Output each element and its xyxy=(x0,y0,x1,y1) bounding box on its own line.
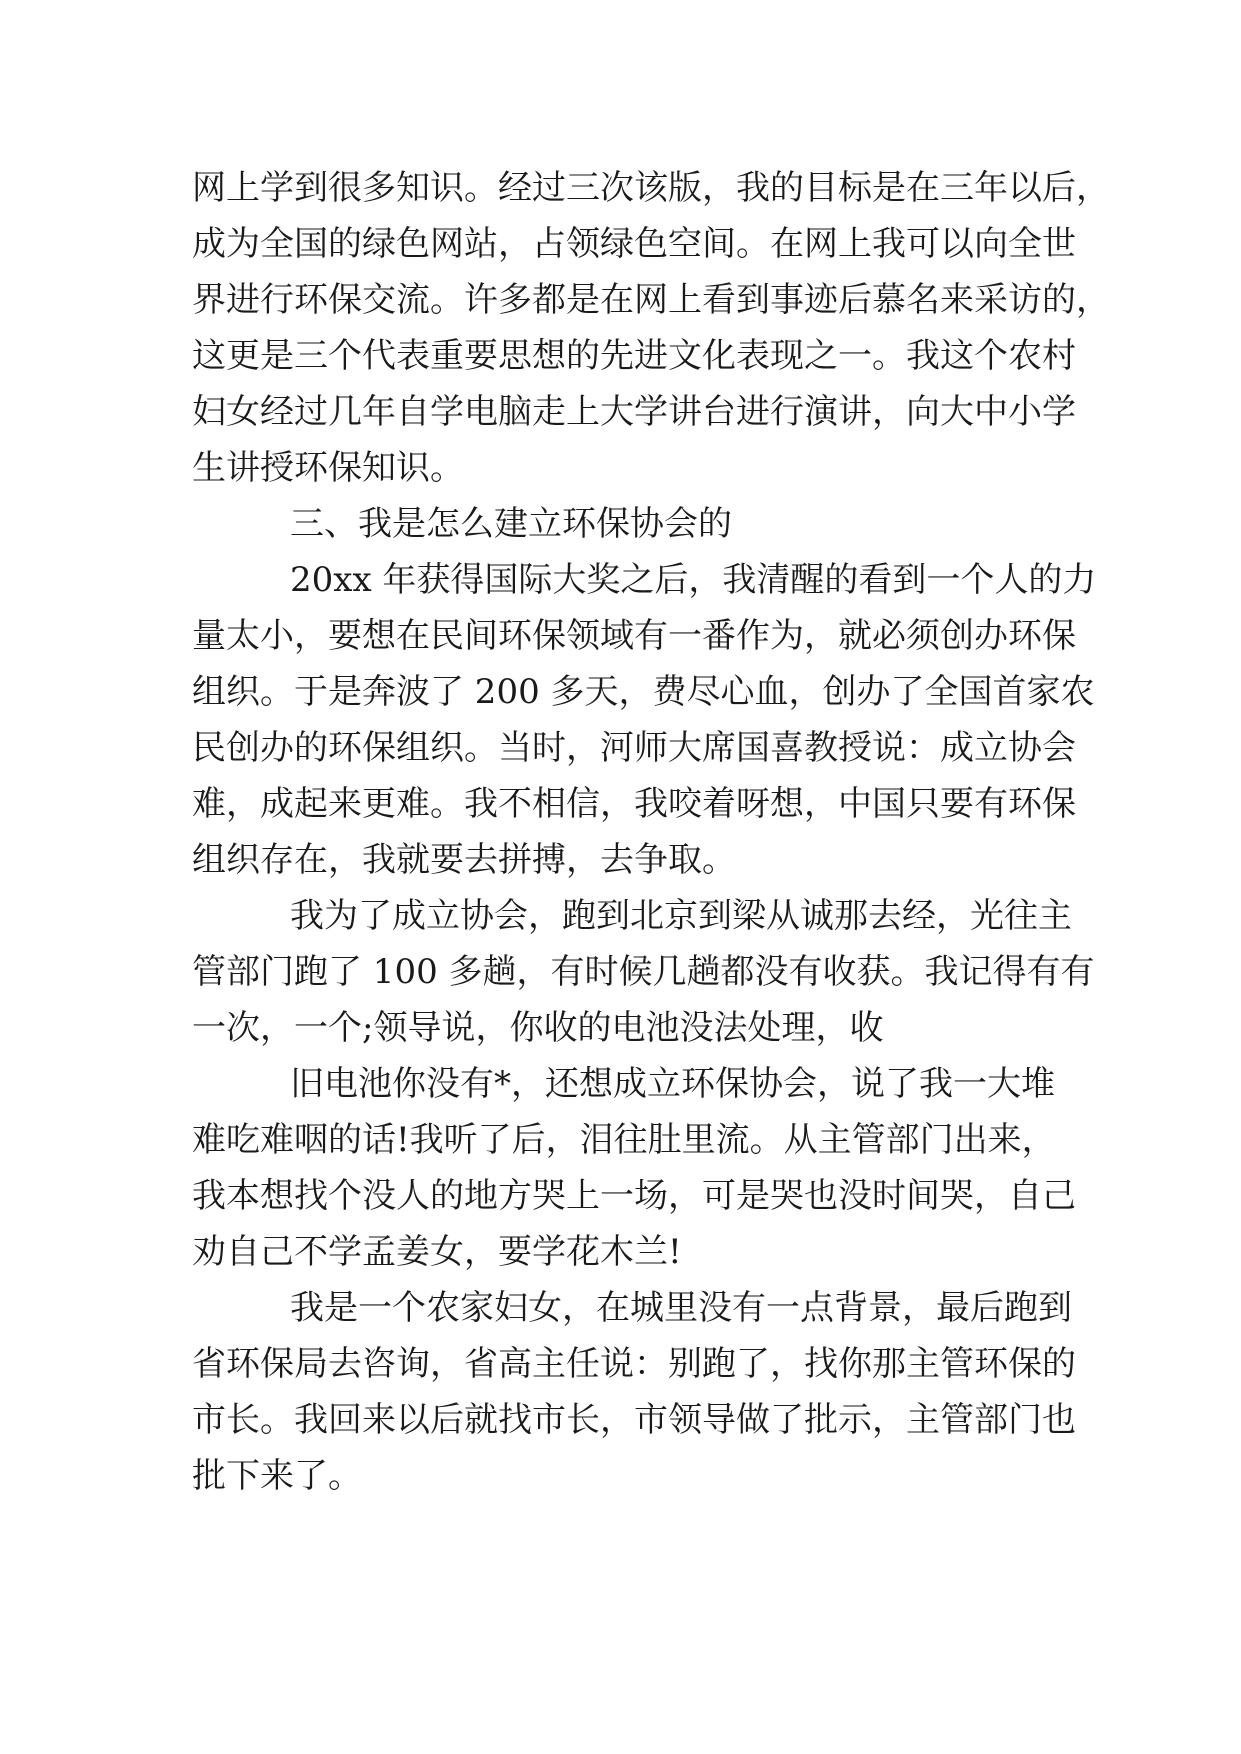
text-line: 管部门跑了 100 多趟，有时候几趟都没有收获。我记得有有 xyxy=(192,952,1095,992)
text-line: 组织存在，我就要去拼搏，去争取。 xyxy=(192,840,736,880)
paragraph xyxy=(192,888,1095,1056)
text-line: 界进行环保交流。许多都是在网上看到事迹后慕名来采访的， xyxy=(192,280,1110,320)
text-line: 妇女经过几年自学电脑走上大学讲台进行演讲，向大中小学 xyxy=(192,392,1076,432)
text-line: 生讲授环保知识。 xyxy=(192,448,464,488)
paragraph xyxy=(192,160,1110,496)
text-line: 网上学到很多知识。经过三次该版，我的目标是在三年以后， xyxy=(192,168,1110,208)
text-line: 省环保局去咨询，省高主任说：别跑了，找你那主管环保的 xyxy=(192,1344,1076,1384)
text-line: 难，成起来更难。我不相信，我咬着呀想，中国只要有环保 xyxy=(192,784,1076,824)
text-line: 组织。于是奔波了 200 多天，费尽心血，创办了全国首家农 xyxy=(192,672,1095,712)
text-line: 量太小，要想在民间环保领域有一番作为，就必须创办环保 xyxy=(192,616,1076,656)
section-heading xyxy=(192,496,1052,552)
text-line: 旧电池你没有*，还想成立环保协会，说了我一大堆 xyxy=(290,1064,1055,1104)
text-line: 市长。我回来以后就找市长，市领导做了批示，主管部门也 xyxy=(192,1400,1076,1440)
paragraph xyxy=(192,1280,1076,1504)
text-line: 批下来了。 xyxy=(192,1456,362,1496)
text-line: 民创办的环保组织。当时，河师大席国喜教授说：成立协会 xyxy=(192,728,1076,768)
text-line: 成为全国的绿色网站，占领绿色空间。在网上我可以向全世 xyxy=(192,224,1076,264)
text-line: 我是一个农家妇女，在城里没有一点背景，最后跑到 xyxy=(290,1288,1072,1328)
text-line: 20xx 年获得国际大奖之后，我清醒的看到一个人的力 xyxy=(290,560,1097,600)
document-body xyxy=(192,160,1110,1504)
text-line: 我为了成立协会，跑到北京到梁从诚那去经，光往主 xyxy=(290,896,1072,936)
text-line: 劝自己不学孟姜女，要学花木兰! xyxy=(192,1232,682,1272)
text-line: 一次，一个;领导说，你收的电池没法处理，收 xyxy=(192,1008,884,1048)
text-line: 我本想找个没人的地方哭上一场，可是哭也没时间哭，自己 xyxy=(192,1176,1076,1216)
heading-text: 三、我是怎么建立环保协会的 xyxy=(290,504,732,544)
text-line: 这更是三个代表重要思想的先进文化表现之一。我这个农村 xyxy=(192,336,1076,376)
paragraph xyxy=(192,552,1097,888)
paragraph xyxy=(192,1056,1076,1280)
text-line: 难吃难咽的话!我听了后，泪往肚里流。从主管部门出来， xyxy=(192,1120,1056,1160)
